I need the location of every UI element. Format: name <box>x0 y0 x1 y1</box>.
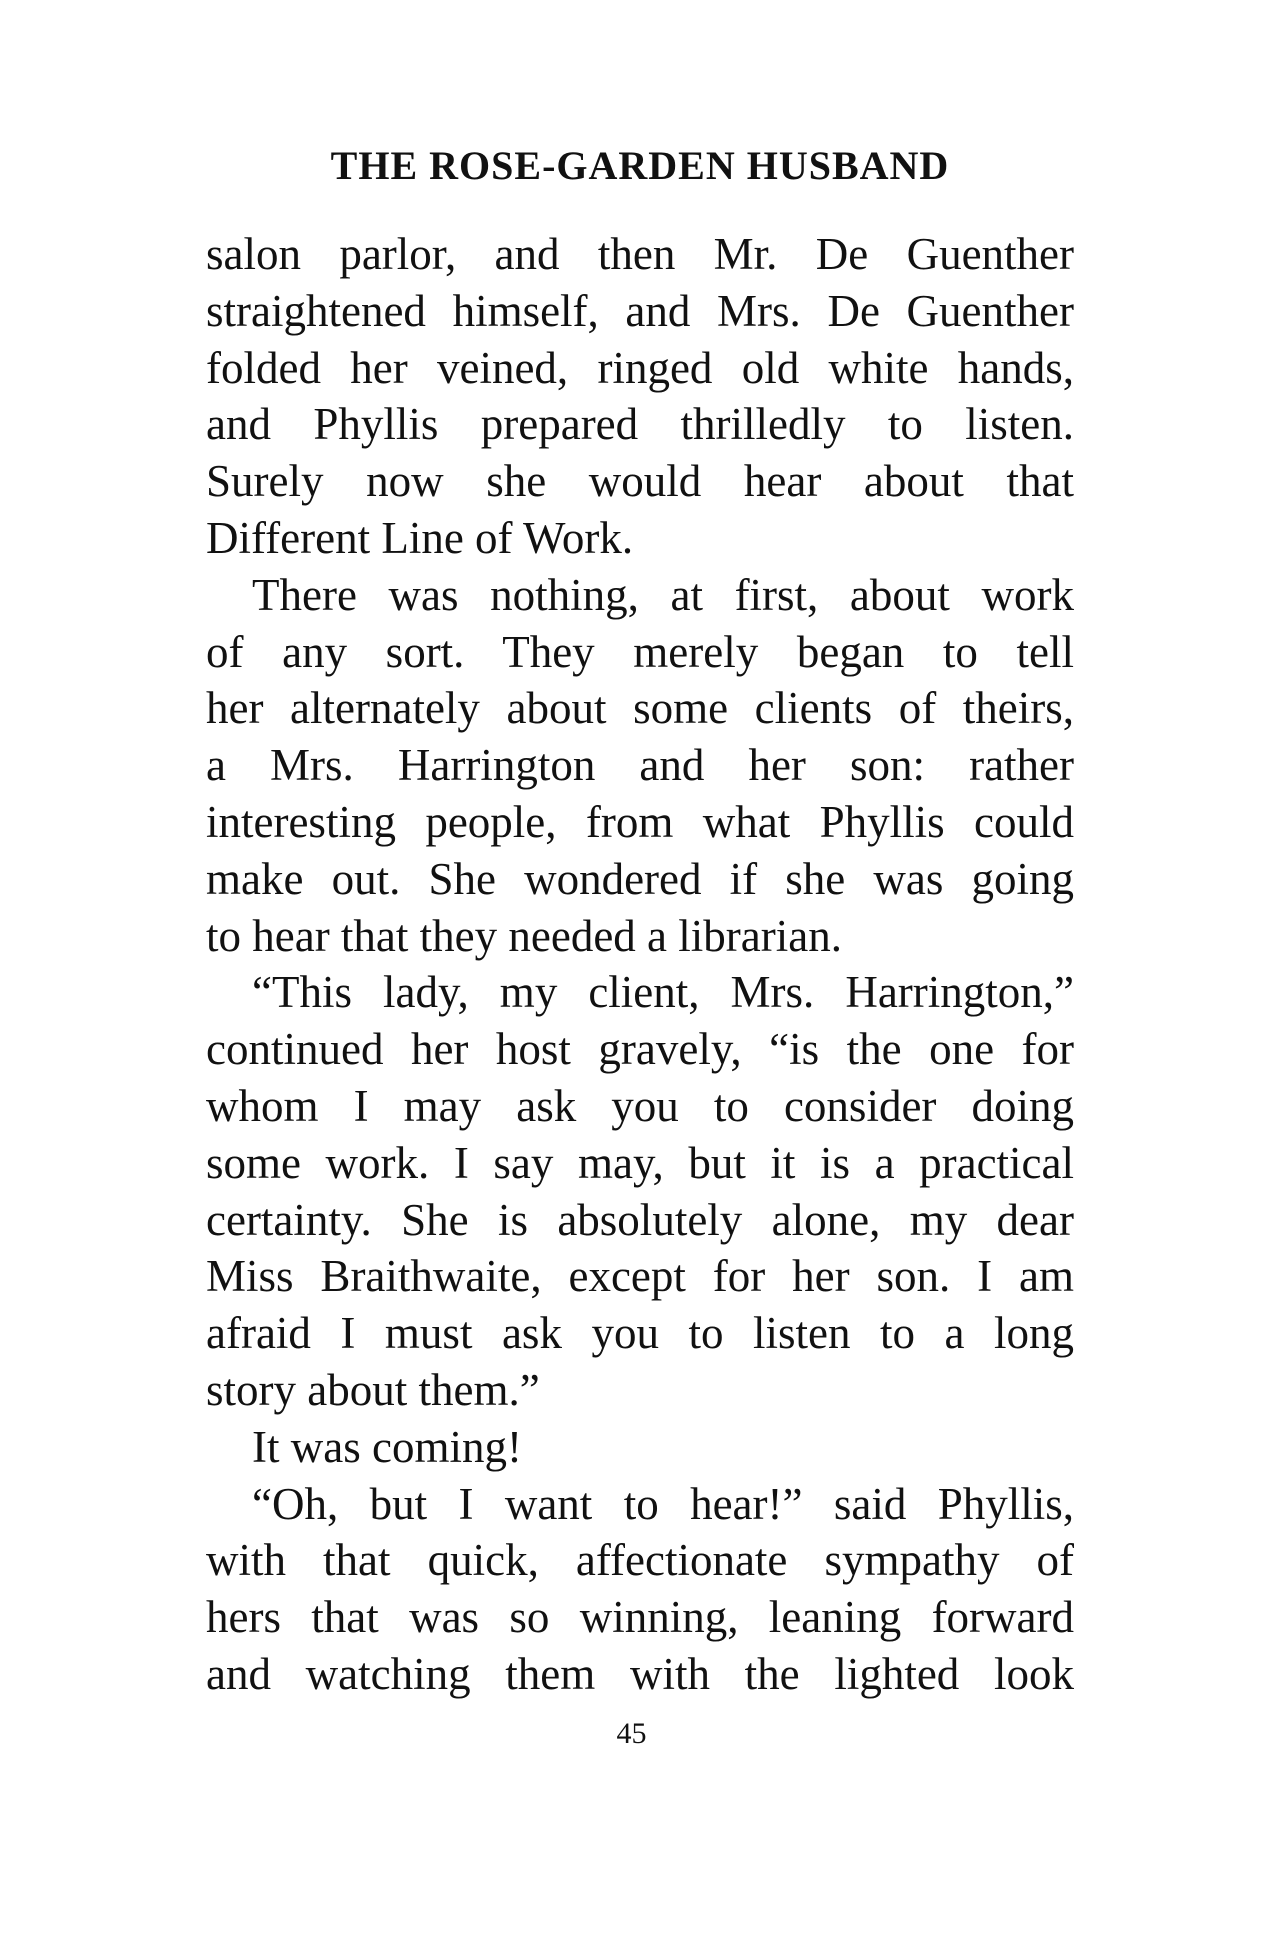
text-line: salon parlor, and then Mr. De Guenther <box>206 229 1074 279</box>
text-line: some work. I say may, but it is a practical <box>206 1137 1074 1188</box>
text-line: certainty. She is absolutely alone, my dear <box>206 1194 1074 1245</box>
text-line: Surely now she would hear about that <box>206 456 1074 507</box>
text-line: “Oh, but I want to hear!” said Phyllis, <box>252 1478 1074 1529</box>
text-line: story about them.” <box>206 1364 540 1415</box>
text-line: of any sort. They merely began to tell <box>206 626 1074 677</box>
page-number: 45 <box>616 1717 647 1750</box>
text-line: There was nothing, at first, about work <box>252 569 1074 620</box>
text-line: a Mrs. Harrington and her son: rather <box>206 740 1074 791</box>
text-line: hers that was so winning, leaning forward <box>206 1592 1074 1643</box>
text-line: her alternately about some clients of theirs, <box>206 683 1074 734</box>
text-line: whom I may ask you to consider doing <box>206 1080 1074 1131</box>
text-line: continued her host gravely, “is the one for <box>206 1024 1074 1075</box>
text-line: Miss Braithwaite, except for her son. I am <box>206 1251 1074 1302</box>
text-line: “This lady, my client, Mrs. Harrington,” <box>252 967 1074 1018</box>
text-line: and Phyllis prepared thrilledly to listen. <box>206 399 1074 450</box>
text-line: and watching them with the lighted look <box>206 1648 1074 1699</box>
text-line: interesting people, from what Phyllis could <box>206 796 1074 847</box>
body-text <box>206 226 1074 1703</box>
text-line: make out. She wondered if she was going <box>206 853 1074 904</box>
text-line: afraid I must ask you to listen to a long <box>206 1308 1074 1359</box>
text-line: to hear that they needed a librarian. <box>206 910 842 961</box>
text-line: straightened himself, and Mrs. De Guenther <box>206 285 1074 336</box>
running-head: THE ROSE-GARDEN HUSBAND <box>330 143 950 188</box>
text-line: with that quick, affectionate sympathy of <box>206 1535 1074 1586</box>
text-line: Different Line of Work. <box>206 512 634 563</box>
text-line: folded her veined, ringed old white hands, <box>206 342 1074 393</box>
text-line: It was coming! <box>252 1421 522 1472</box>
